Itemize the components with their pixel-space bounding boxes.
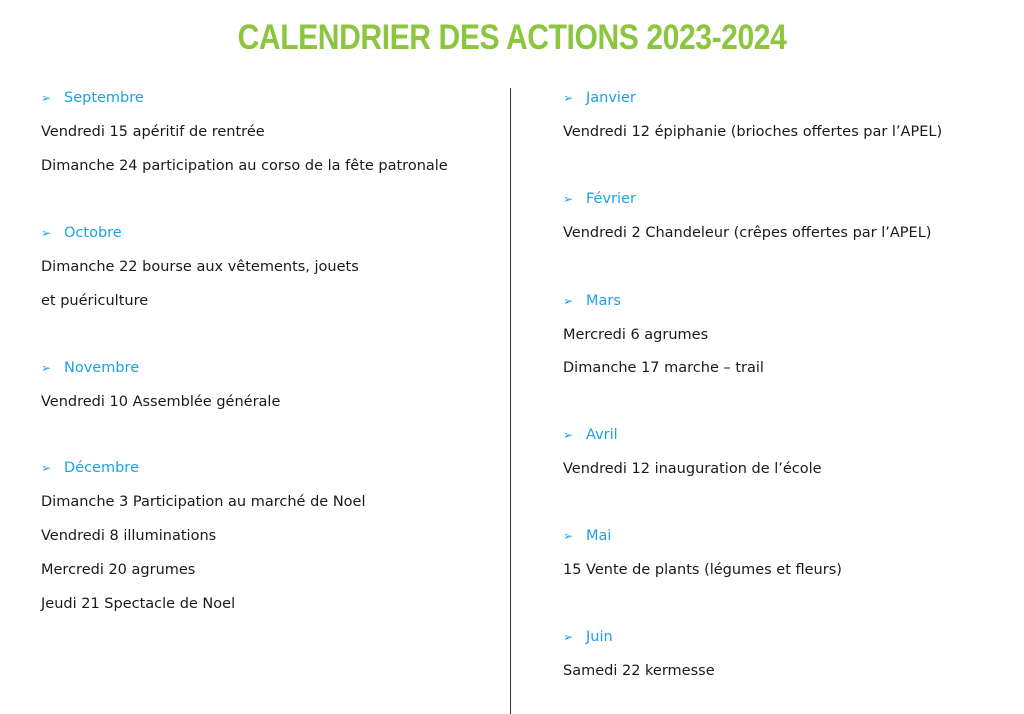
event-item: Dimanche 24 participation au corso de la fête patronale: [41, 158, 448, 174]
month-label: Janvier: [586, 90, 636, 106]
month-heading: [563, 629, 613, 645]
event-item: Vendredi 15 apéritif de rentrée: [41, 124, 265, 140]
arrowhead-bullet-icon: ➢: [563, 529, 574, 543]
column-divider: [510, 88, 511, 714]
arrowhead-bullet-icon: ➢: [41, 361, 52, 375]
event-item: Samedi 22 kermesse: [563, 663, 715, 679]
event-item: Mercredi 6 agrumes: [563, 327, 709, 343]
month-label: Février: [586, 191, 636, 207]
month-label: Mai: [586, 528, 612, 544]
month-heading: [563, 528, 611, 544]
event-item: Jeudi 21 Spectacle de Noel: [41, 596, 236, 612]
month-label: Septembre: [64, 90, 144, 106]
month-label: Novembre: [64, 360, 140, 376]
month-label: Juin: [586, 629, 613, 645]
month-heading: [41, 225, 122, 241]
arrowhead-bullet-icon: ➢: [563, 294, 574, 308]
arrowhead-bullet-icon: ➢: [563, 630, 574, 644]
event-item: Dimanche 17 marche – trail: [563, 360, 764, 376]
month-heading: [563, 191, 636, 207]
event-item: Vendredi 12 épiphanie (brioches offertes par l’APEL): [563, 124, 943, 140]
month-heading: [41, 360, 139, 376]
event-item: Vendredi 8 illuminations: [41, 528, 217, 544]
month-heading: [563, 293, 621, 309]
arrowhead-bullet-icon: ➢: [563, 91, 574, 105]
month-label: Octobre: [64, 225, 122, 241]
month-heading: [41, 90, 144, 106]
month-label: Avril: [586, 427, 618, 443]
event-item: Mercredi 20 agrumes: [41, 562, 196, 578]
month-heading: [41, 460, 139, 476]
event-item: Dimanche 3 Participation au marché de Noel: [41, 494, 366, 510]
event-item: 15 Vente de plants (légumes et fleurs): [563, 562, 842, 578]
arrowhead-bullet-icon: ➢: [41, 226, 52, 240]
arrowhead-bullet-icon: ➢: [41, 461, 52, 475]
event-item: Dimanche 22 bourse aux vêtements, jouets: [41, 259, 359, 275]
page-title: CALENDRIER DES ACTIONS 2023-2024: [237, 18, 787, 57]
arrowhead-bullet-icon: ➢: [563, 192, 574, 206]
month-label: Décembre: [64, 460, 139, 476]
month-heading: [563, 427, 618, 443]
event-item: Vendredi 12 inauguration de l’école: [563, 461, 822, 477]
month-heading: [563, 90, 636, 106]
event-item: et puériculture: [41, 293, 149, 309]
month-label: Mars: [586, 293, 621, 309]
event-item: Vendredi 10 Assemblée générale: [41, 394, 281, 410]
event-item: Vendredi 2 Chandeleur (crêpes offertes par l’APEL): [563, 225, 932, 241]
arrowhead-bullet-icon: ➢: [41, 91, 52, 105]
arrowhead-bullet-icon: ➢: [563, 428, 574, 442]
